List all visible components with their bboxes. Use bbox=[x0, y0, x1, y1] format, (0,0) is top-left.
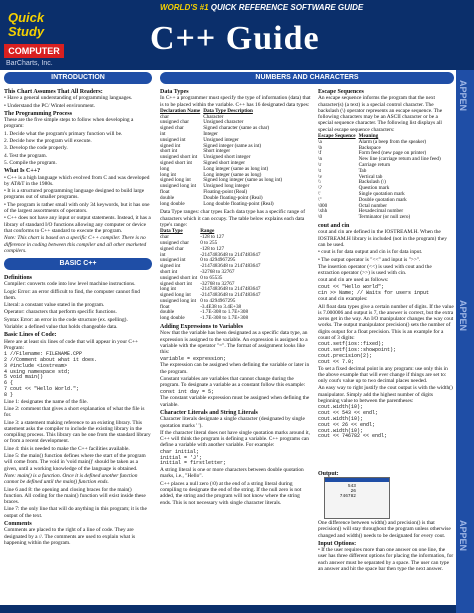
code-line: 6 { bbox=[4, 380, 14, 387]
table-cell: long double bbox=[160, 200, 185, 207]
code-line: 4 using namespace std; bbox=[4, 368, 71, 375]
output-line: 543 bbox=[347, 484, 356, 489]
table-cell: New line (carriage return and line feed) bbox=[358, 156, 441, 163]
literals-heading: Character Literals and String Literals bbox=[160, 409, 258, 416]
literals-text: C++ places a null zero (\0) at the end of a string literal during compiling to designate the end of the string. If the null zero is not added, the string and the program will not know where the string ends. This is not necessary with single character literals. bbox=[160, 480, 302, 506]
datatypes-text: In C++ a programmer must specify the type of information (data) that is to be placed within the variable. C++ has 16 designated data types: bbox=[160, 95, 311, 108]
code-line: cout << 746782 << endl; bbox=[318, 433, 388, 440]
table-cell: long int bbox=[160, 286, 176, 293]
table-cell: signed char bbox=[160, 245, 184, 252]
table-cell: double bbox=[160, 194, 175, 201]
expressions-text: The constant variable expression must be assigned when defining the variable. bbox=[160, 395, 310, 408]
ranges-table-body bbox=[160, 235, 263, 322]
table-cell: double bbox=[160, 309, 175, 316]
intro-column bbox=[4, 87, 152, 257]
section-introduction: INTRODUCTION bbox=[4, 72, 152, 84]
table-cell: Octal number bbox=[358, 202, 387, 209]
process-step: 3. Develop the code properly. bbox=[4, 145, 68, 152]
table-header: Range bbox=[200, 228, 215, 235]
table-cell: int bbox=[160, 131, 166, 138]
datatypes-table bbox=[160, 109, 285, 208]
table-cell: Floating-point (Real) bbox=[203, 189, 248, 196]
table-cell: Short integer bbox=[203, 148, 231, 155]
sidebar-strip bbox=[456, 70, 474, 613]
intro-heading: This Chart Assumes That All Readers: bbox=[4, 89, 103, 95]
process-step: 1. Decide what the program's primary function will be. bbox=[4, 130, 123, 137]
table-cell: -2147483648 to 2147483647 bbox=[200, 263, 261, 270]
table-cell: -2147483648 to 2147483647 bbox=[200, 251, 261, 258]
code-line: 3 #include <iostream> bbox=[4, 362, 68, 369]
datatypes-heading: Data Types bbox=[160, 89, 189, 95]
header-banner bbox=[0, 0, 474, 70]
coutcin-text: • cout is for data output and cin is for data input. bbox=[318, 249, 423, 256]
input-column bbox=[318, 520, 454, 604]
table-row bbox=[318, 215, 444, 221]
whatis-heading: What Is C++? bbox=[4, 168, 41, 175]
table-cell: signed long int bbox=[160, 177, 191, 184]
table-cell: short int bbox=[160, 268, 178, 275]
tagline bbox=[160, 3, 363, 12]
line-explanation: Line 4: this is needed to make the C++ facilities available. bbox=[4, 445, 130, 452]
table-row bbox=[160, 316, 263, 322]
line-explanation: Line 1: designates the name of the file. bbox=[4, 398, 88, 405]
table-cell: -1.7E-308 to 1.7E+308 bbox=[200, 309, 249, 316]
whatis-bullet: • It is a structured programming language designed to build large programs out of smaller programs. bbox=[4, 188, 145, 201]
publisher-name: BarCharts, Inc. bbox=[6, 60, 53, 67]
definition-item: Literal: a constant value stated in the program. bbox=[4, 302, 105, 309]
section-basic: BASIC C++ bbox=[4, 258, 152, 270]
table-cell: -2147483648 to 2147483647 bbox=[200, 286, 261, 293]
table-cell: signed char bbox=[160, 125, 184, 132]
coutcin-text: • The output operator is "<<" and input is ">>". bbox=[318, 256, 421, 263]
code-line: cin >> Name; // Waits for users input bbox=[318, 289, 430, 296]
code-line: cout.precision(2); bbox=[318, 352, 373, 359]
table-cell: Character bbox=[203, 113, 224, 120]
code-line: 2 //Comment about what it does. bbox=[4, 357, 98, 364]
table-cell: signed short int bbox=[160, 280, 192, 287]
code-line: cout.setf(ios::showpoint); bbox=[318, 347, 397, 354]
table-cell: 0 to 65535 bbox=[200, 274, 223, 281]
table-cell: int bbox=[160, 251, 166, 258]
whatis-bullet: • C++ is a high language which evolved from C and was developed by AT&T in the 1980s. bbox=[4, 174, 150, 187]
table-cell: 0 to 4294967295 bbox=[200, 297, 236, 304]
table-cell: \? bbox=[318, 185, 322, 192]
table-header: Data Type Description bbox=[203, 107, 253, 114]
definition-item: Variable: a defined value that holds changeable data. bbox=[4, 324, 118, 331]
process-step: 5. Compile the program. bbox=[4, 159, 57, 166]
logo-computer: COMPUTER bbox=[4, 44, 64, 58]
table-cell: Backslash (\) bbox=[358, 179, 386, 186]
table-cell: Unsigned integer bbox=[203, 136, 239, 143]
table-cell: signed int bbox=[160, 263, 181, 270]
coutcin-text: cout and cin examples: bbox=[318, 296, 368, 303]
definition-item: Logic Error: an error difficult to find, the computer cannot find them. bbox=[4, 288, 140, 301]
table-cell: Tab bbox=[358, 167, 367, 174]
code-line: cout.width(10); bbox=[318, 415, 364, 422]
table-cell: Alarm (a beep from the speaker) bbox=[358, 138, 427, 145]
literals-text: If the character literal does not have single quotation marks around it, C++ will think the program is defining a variable. C++ programs can define a variable with another variable. For example: bbox=[160, 429, 310, 449]
definition-item: Syntax Error: an error in the code structure (ex. spelling). bbox=[4, 316, 128, 323]
table-cell: signed long int bbox=[160, 292, 191, 299]
table-cell: unsigned short int bbox=[160, 274, 198, 281]
table-header: Meaning bbox=[358, 133, 379, 140]
expressions-text: The expression can be assigned when defining the variable or later in the program. bbox=[160, 362, 310, 375]
table-cell: \\ bbox=[318, 179, 321, 186]
table-row bbox=[160, 202, 285, 208]
table-cell: -32768 to 32767 bbox=[200, 280, 235, 287]
table-cell: -128 to 127 bbox=[200, 234, 225, 241]
code-line: cout.width(10); bbox=[318, 427, 364, 434]
table-cell: Integer bbox=[203, 131, 218, 138]
code-line: cout << 7.0; bbox=[318, 358, 355, 365]
table-cell: Terminator (or null zero) bbox=[358, 214, 411, 221]
coutcin-text: All float data types give a certain number of digits. If the value is 7.000006 and output is 7, the answer is correct, but the extra zeros get in the way. An I/O manipulator changes the way cout works. The output manipulator precision() sets the number of digits output for a float precision. This is an example for a count of 3 digits: bbox=[318, 303, 454, 342]
code-line: cout.width(10); bbox=[318, 404, 364, 411]
code-line: const int day = 5; bbox=[160, 388, 215, 395]
sidebar-label: APPEN bbox=[458, 300, 468, 332]
literals-text: Character literals designate a single character (designated by single quotation marks ' '). bbox=[160, 416, 305, 429]
input-heading: Input Options: bbox=[318, 540, 357, 547]
table-cell: Unsigned character bbox=[203, 119, 244, 126]
table-cell: short int bbox=[160, 148, 178, 155]
table-header: Data Type bbox=[160, 228, 183, 235]
page-title: C++ Guide bbox=[150, 20, 320, 57]
table-cell: unsigned short int bbox=[160, 154, 198, 161]
literals-text: A string literal is one or more characters between double quotation marks, i.e., "Hello". bbox=[160, 467, 304, 480]
ranges-text: Data Type ranges: char types Each data type has a specific range of characters which it can occupy. The table below explains each data type's range: bbox=[160, 209, 306, 229]
main-note: Note: main() is a function. Once it is defined another function cannot be defined until the main() function ends. bbox=[4, 472, 138, 486]
table-cell: Long integer (same as long) bbox=[203, 171, 262, 178]
footer-bar bbox=[0, 605, 456, 613]
table-cell: unsigned long int bbox=[160, 297, 197, 304]
table-header: Declaration Name bbox=[160, 107, 201, 114]
definitions-heading: Definitions bbox=[4, 275, 33, 281]
basic-lines-text: Here are at least six lines of code that will appear in your C++ Program: bbox=[4, 338, 139, 351]
comments-heading: Comments bbox=[4, 520, 32, 527]
table-cell: -1.7E-308 to 1.7E+308 bbox=[200, 315, 249, 322]
coutcin-text: An easy way to right justify the cout output is with the width() manipulator. Simply add the highest number of digits beginning value to between the parentheses: bbox=[318, 385, 453, 405]
process-step: 2. Decide how the program will execute. bbox=[4, 138, 92, 145]
table-cell: Vertical tab bbox=[358, 173, 383, 180]
datatypes-column bbox=[160, 87, 312, 603]
table-cell: float bbox=[160, 189, 170, 196]
table-cell: Carriage return bbox=[358, 162, 391, 169]
sidebar-label: APPEN bbox=[458, 520, 468, 552]
table-cell: \a bbox=[318, 138, 322, 145]
table-cell: -128 to 127 bbox=[200, 245, 225, 252]
table-cell: \" bbox=[318, 196, 322, 203]
comments-text: Comments are placed to the right of a line of code. They are designated by a //. The comments are used to explain what is happening within the program. bbox=[4, 527, 136, 546]
table-cell: 0 to 255 bbox=[200, 239, 218, 246]
table-cell: Unsigned short integer bbox=[203, 154, 251, 161]
datatypes-table-body bbox=[160, 115, 285, 208]
code-line: cout << "Hello world"; bbox=[318, 283, 385, 290]
code-line: initial = firstletter; bbox=[160, 460, 227, 467]
table-cell: \000 bbox=[318, 202, 328, 209]
line-explanation: Line 6 and 8: the opening and closing braces for the main() function. All coding for the main() function will exist inside these braces. bbox=[4, 486, 146, 506]
line-explanation: Line 2: comment that gives a short explanation of what the file is for. bbox=[4, 405, 145, 419]
table-cell: Signed long integer (same as long int) bbox=[203, 177, 283, 184]
sidebar-label: APPEN bbox=[458, 80, 468, 112]
code-line: 7 cout << "Hello World."; bbox=[4, 386, 80, 393]
table-cell: char bbox=[160, 234, 169, 241]
definition-item: Operator: characters that perform specific functions. bbox=[4, 309, 117, 316]
whatis-bullet: • C++ does not have any input or output statements. Instead, it has a library of standard I/O functions allowing any computer or device that conforms to C++ standard to execute the program. bbox=[4, 215, 151, 234]
section-numbers: NUMBERS AND CHARACTERS bbox=[160, 72, 454, 84]
logo-quick: Quick bbox=[8, 10, 45, 25]
table-cell: long bbox=[160, 165, 170, 172]
line-explanation: Line 7: the only line that will do anything in this program; it is the output of the text. bbox=[4, 506, 147, 519]
expressions-text: Now that the variable has been designated as a specific data type, an expression is assigned to the variable. An expression is assigned to a variable with the operator "=". The format of assignment looks like this: bbox=[160, 330, 308, 356]
table-cell: Long double floating-point (Real) bbox=[203, 200, 274, 207]
table-cell: \v bbox=[318, 173, 323, 180]
table-cell: unsigned int bbox=[160, 136, 186, 143]
coutcin-text: To set a fixed decimal point in any program: use only this in the above example that will ever change if things are set to: only cout's value up to two decimal places needed. bbox=[318, 365, 448, 385]
table-cell: -2147483648 to 2147483647 bbox=[200, 292, 261, 299]
intro-bullet: • Have a general understanding of programming languages. bbox=[4, 95, 133, 102]
code-line: cout.setf(ios::fixed); bbox=[318, 341, 385, 348]
width-note: One difference between width() and precision() is that precision() will stay throughout the program unless otherwise changed and width() needs to be designated for every cout. bbox=[318, 520, 451, 539]
intro-note: Note: This chart is based on a specific C++ compiler. There is no difference in coding between this compiler and all other marketed compilers. bbox=[4, 235, 147, 254]
code-line: 8 } bbox=[4, 391, 14, 398]
table-row bbox=[160, 126, 285, 132]
expressions-text: Constant variables are variables that cannot change during the program. To designate a variable as a constant follow this example: bbox=[160, 375, 306, 389]
process-text: These are the five simple steps to follow when developing a program: bbox=[4, 117, 134, 130]
code-line: char initial; bbox=[160, 448, 200, 455]
table-cell: -32768 to 32767 bbox=[200, 268, 235, 275]
table-cell: \xhh bbox=[318, 208, 328, 215]
escape-heading: Escape Sequences bbox=[318, 89, 364, 95]
escape-table bbox=[318, 134, 444, 221]
intro-bullet: • Understand the PC/ Wintel environment. bbox=[4, 102, 96, 109]
table-cell: Double quotation mark bbox=[358, 196, 407, 203]
table-cell: \n bbox=[318, 156, 323, 163]
table-cell: \r bbox=[318, 162, 322, 169]
table-cell: Form feed (new page on printer) bbox=[358, 150, 427, 157]
input-text: • If the user requires more than one answer on one line, the user has three different options for placing the information, for each answer must be separated by a space. The user can type an answer and hit the space bar then type the next answer. bbox=[318, 547, 454, 573]
table-cell: Double floating-point (Real) bbox=[203, 194, 263, 201]
output-window bbox=[324, 477, 390, 519]
whatis-bullet: • The program is rather small with only 34 keywords, but it has one of the largest assortments of operators. bbox=[4, 201, 150, 215]
ranges-table bbox=[160, 229, 263, 322]
coutcin-text: cout and cin are used as follows: bbox=[318, 277, 389, 284]
line-explanation: Line 3: a statement making reference to an existing library. This statement asks the compiler to include the existing library in the compiling process. This library can be one from the standard library or from a recent development. bbox=[4, 419, 151, 445]
table-header: Escape Sequence bbox=[318, 133, 356, 140]
table-cell: unsigned char bbox=[160, 239, 189, 246]
logo-study: Study bbox=[8, 24, 45, 39]
table-cell: long double bbox=[160, 315, 185, 322]
code-line: variable = expression; bbox=[160, 355, 227, 362]
output-line: 746782 bbox=[339, 494, 356, 499]
table-cell: Single quotation mark bbox=[358, 191, 405, 198]
expressions-heading: Adding Expressions to Variables bbox=[160, 324, 244, 331]
table-cell: \b bbox=[318, 144, 323, 151]
table-cell: \' bbox=[318, 191, 321, 198]
escape-text: An escape sequence informs the program that the next character(s) (a text) is a special control character. The backslash (\) operator represents an escape sequence. The following characters may be an ASCII character or be a special sequence character. The following list displays all special escape sequence characters: bbox=[318, 95, 443, 133]
escape-table-body bbox=[318, 140, 444, 221]
table-cell: \f bbox=[318, 150, 322, 157]
table-cell: Long integer (same as long int) bbox=[203, 165, 269, 172]
table-cell: unsigned char bbox=[160, 119, 189, 126]
table-cell: 0 to 4294967295 bbox=[200, 257, 236, 264]
table-cell: Backspace bbox=[358, 144, 381, 151]
code-line: 5 void main() bbox=[4, 374, 44, 381]
coutcin-text: The insertion operator (<<) is used with cout and the extraction operator (>>) is used with cin. bbox=[318, 263, 432, 277]
table-cell: -3.4E38 to 3.4E+38 bbox=[200, 303, 242, 310]
definition-item: Compiler: converts code into low level machine instructions. bbox=[4, 281, 136, 288]
table-cell: float bbox=[160, 303, 170, 310]
table-cell: Signed short integer bbox=[203, 160, 245, 167]
tagline-rest: QUICK REFERENCE SOFTWARE GUIDE bbox=[208, 3, 364, 12]
table-cell: Signed integer (same as int) bbox=[203, 142, 262, 149]
basic-column bbox=[4, 273, 152, 603]
table-cell: \0 bbox=[318, 214, 323, 221]
output-heading: Output: bbox=[318, 471, 339, 477]
quickstudy-logo bbox=[4, 4, 64, 62]
code-line: cout << 543 << endl; bbox=[318, 410, 379, 417]
output-titlebar bbox=[325, 478, 389, 482]
table-cell: Question mark bbox=[358, 185, 390, 192]
process-heading: The Programming Process bbox=[4, 110, 73, 117]
table-cell: char bbox=[160, 113, 169, 120]
line-explanation: Line 5: the main() function defines where the start of the program will come from. The void in 'void main()' should be taken as a given, until a working knowledge of the language is obtained. bbox=[4, 453, 146, 472]
tagline-prefix: WORLD'S #1 bbox=[160, 3, 209, 12]
table-cell: unsigned long int bbox=[160, 183, 197, 190]
code-line: cout << 26 << endl; bbox=[318, 421, 376, 428]
table-cell: signed short int bbox=[160, 160, 192, 167]
table-cell: Unsigned long integer bbox=[203, 183, 250, 190]
output-line: 26 bbox=[350, 489, 356, 494]
coutcin-heading: cout and cin bbox=[318, 223, 350, 230]
table-cell: Signed character (same as char) bbox=[203, 125, 270, 132]
process-step: 4. Test the program. bbox=[4, 152, 48, 159]
table-cell: Hexadecimal number bbox=[358, 208, 404, 215]
table-cell: unsigned int bbox=[160, 257, 186, 264]
table-cell: long int bbox=[160, 171, 176, 178]
basic-lines-heading: Basic Lines of Code: bbox=[4, 332, 57, 339]
coutcin-text: cout and cin are defined in the IOSTREAM.H. When the IOSTREAM.H library is included (not in the program) they can be used. bbox=[318, 229, 447, 248]
code-line: initial = 'J'; bbox=[160, 454, 203, 461]
table-cell: \t bbox=[318, 167, 321, 174]
table-cell: signed int bbox=[160, 142, 181, 149]
escape-column bbox=[318, 87, 454, 477]
code-line: 1 //Filename: FILENAME.CPP bbox=[4, 351, 83, 358]
